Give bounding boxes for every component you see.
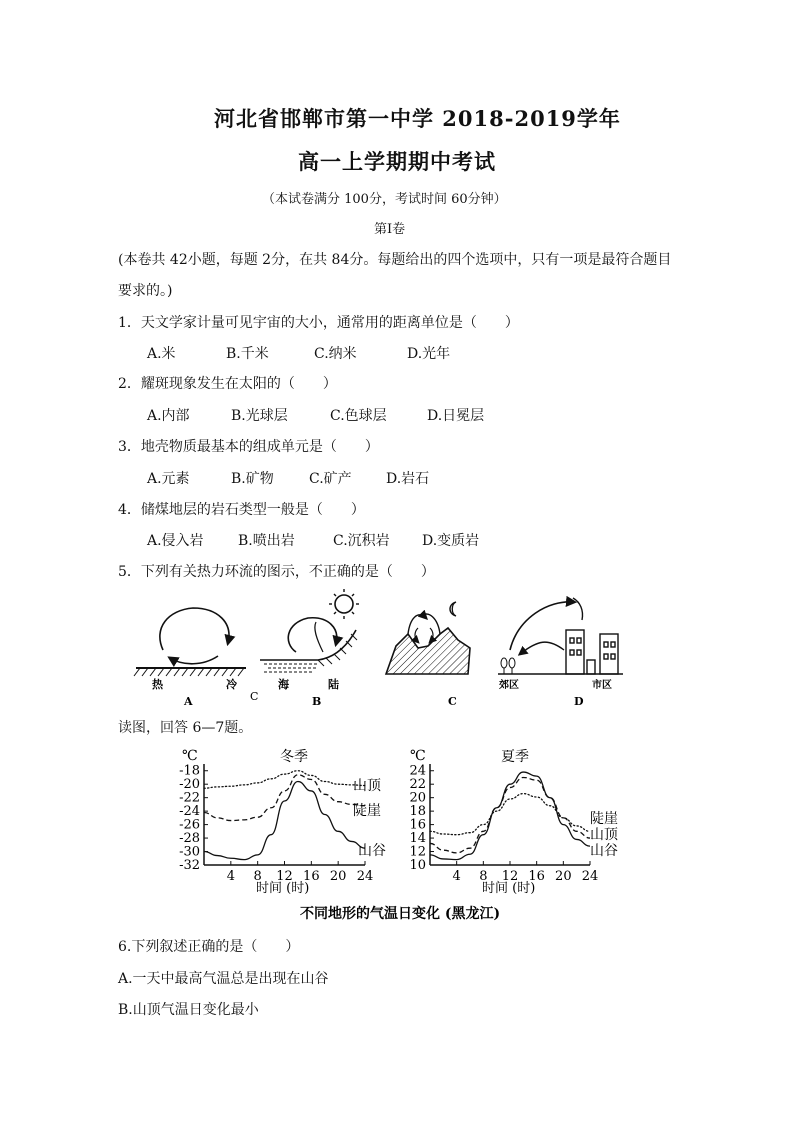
- winter-xtick-label: 4: [226, 869, 235, 884]
- panel-c-letter: C: [448, 695, 457, 708]
- winter-xlabel: 时间 (时): [256, 881, 310, 896]
- winter-series-line: [204, 771, 365, 789]
- summer-series-line: [430, 794, 590, 835]
- summer-ytick-label: 12: [409, 844, 426, 860]
- q4-option-a[interactable]: A.侵入岩: [147, 533, 204, 549]
- winter-xtick-label: 8: [253, 869, 262, 884]
- summer-ytick-label: 18: [409, 804, 426, 820]
- winter-ytick-label: -26: [179, 817, 200, 833]
- chart-caption: 不同地形的气温日变化 (黑龙江): [300, 906, 501, 922]
- summer-xtick-label: 16: [528, 869, 545, 884]
- summer-xtick-label: 20: [555, 869, 572, 884]
- panel-b-letter: B: [312, 695, 322, 708]
- winter-ytick-label: -24: [179, 804, 200, 820]
- panel-d: [498, 598, 623, 708]
- winter-ytick-label: -18: [179, 763, 200, 779]
- panel-d-letter: D: [574, 695, 584, 708]
- thermal-circulation-figure: [118, 588, 638, 713]
- winter-ytick-label: -28: [179, 831, 200, 847]
- summer-label-cliff: 陡崖: [590, 811, 618, 827]
- summer-ytick-label: 24: [409, 763, 426, 779]
- summer-xtick-label: 12: [501, 869, 519, 884]
- winter-ytick-label: -30: [179, 844, 200, 860]
- q6-option-b[interactable]: B.山顶气温日变化最小: [118, 1002, 259, 1018]
- tree-icon: [501, 658, 515, 674]
- panel-b-sea: 海: [278, 678, 289, 691]
- panel-b: [260, 589, 359, 708]
- panel-d-city: 市区: [592, 680, 612, 691]
- question-5-stem: 5．下列有关热力环流的图示，不正确的是（ ）: [118, 564, 435, 580]
- q3-option-b[interactable]: B.矿物: [231, 471, 274, 487]
- q2-option-a[interactable]: A.内部: [147, 408, 190, 424]
- prompt-6-7: 读图，回答 6—7题。: [118, 720, 253, 736]
- sun-icon: [329, 589, 359, 619]
- panel-a-hot: 热: [152, 678, 163, 691]
- q1-option-b[interactable]: B.千米: [226, 346, 269, 362]
- summer-chart: [409, 748, 619, 896]
- winter-title: 冬季: [280, 749, 308, 765]
- panel-d-suburb: 郊区: [499, 680, 519, 691]
- panel-a-cold: 冷: [226, 678, 237, 691]
- winter-xtick-label: 20: [329, 869, 347, 884]
- summer-title: 夏季: [501, 749, 529, 765]
- panel-b-land: 陆: [328, 678, 339, 691]
- panel-a-letter: A: [184, 695, 193, 708]
- q3-option-a[interactable]: A.元素: [147, 471, 190, 487]
- q2-option-d[interactable]: D.日冕层: [427, 408, 485, 424]
- question-3-stem: 3．地壳物质最基本的组成单元是（ ）: [118, 439, 379, 455]
- exam-title-line2: 高一上学期期中考试: [298, 149, 496, 174]
- q1-option-c[interactable]: C.纳米: [314, 346, 357, 362]
- summer-xlabel: 时间 (时): [482, 881, 536, 896]
- summer-unit: ℃: [410, 748, 426, 764]
- summer-ytick-label: 16: [409, 817, 426, 833]
- panel-c: [386, 602, 470, 708]
- summer-label-summit: 山顶: [590, 827, 618, 843]
- winter-ytick-label: -32: [179, 858, 200, 873]
- q2-option-c[interactable]: C.色球层: [330, 408, 387, 424]
- winter-ytick-label: -20: [179, 777, 200, 793]
- question-6-stem: 6.下列叙述正确的是（ ）: [118, 939, 300, 955]
- summer-series-line: [430, 772, 590, 860]
- summer-ytick-label: 22: [409, 777, 426, 793]
- exam-title-line1: 河北省邯郸市第一中学 2018-2019学年: [214, 106, 621, 131]
- question-1-stem: 1．天文学家计量可见宇宙的大小，通常用的距离单位是（ ）: [118, 315, 519, 331]
- q2-option-b[interactable]: B.光球层: [231, 408, 288, 424]
- city-buildings: [566, 630, 618, 674]
- q4-option-b[interactable]: B.喷出岩: [238, 533, 295, 549]
- winter-series-line: [204, 775, 365, 821]
- summer-xtick-label: 8: [479, 869, 488, 884]
- q3-option-d[interactable]: D.岩石: [386, 471, 430, 487]
- summer-series-line: [430, 777, 590, 852]
- temperature-charts: [160, 742, 618, 932]
- winter-xtick-label: 12: [276, 869, 293, 884]
- winter-unit: ℃: [182, 748, 198, 764]
- moon-icon: [450, 602, 456, 616]
- q1-option-a[interactable]: A.米: [147, 346, 176, 362]
- exam-subtitle: （本试卷满分 100分，考试时间 60分钟）: [262, 192, 507, 207]
- winter-chart: [179, 748, 386, 896]
- winter-label-cliff: 陡崖: [353, 803, 381, 819]
- panel-a: [134, 608, 258, 708]
- summer-label-valley: 山谷: [590, 843, 618, 859]
- winter-ytick-label: -22: [179, 790, 200, 806]
- winter-xtick-label: 24: [356, 869, 374, 884]
- winter-label-valley: 山谷: [358, 843, 386, 859]
- q6-option-a[interactable]: A.一天中最高气温总是出现在山谷: [118, 971, 329, 987]
- section-heading: 第Ⅰ卷: [374, 222, 406, 237]
- summer-ytick-label: 20: [409, 790, 426, 806]
- q3-option-c[interactable]: C.矿产: [309, 471, 352, 487]
- q4-option-c[interactable]: C.沉积岩: [333, 533, 390, 549]
- instructions-line2: 要求的。): [118, 283, 173, 299]
- summer-ytick-label: 10: [409, 858, 426, 873]
- winter-xtick-label: 16: [303, 869, 320, 884]
- summer-xtick-label: 4: [452, 869, 461, 884]
- question-2-stem: 2．耀斑现象发生在太阳的（ ）: [118, 376, 337, 392]
- winter-label-summit: 山顶: [353, 778, 381, 794]
- summer-ytick-label: 14: [409, 831, 426, 847]
- q4-option-d[interactable]: D.变质岩: [422, 533, 480, 549]
- panel-a-stray-c: C: [250, 690, 259, 703]
- summer-xtick-label: 24: [581, 869, 599, 884]
- question-4-stem: 4．储煤地层的岩石类型一般是（ ）: [118, 502, 365, 518]
- instructions-line1: (本卷共 42小题，每题 2分，在共 84分。每题给出的四个选项中，只有一项是最符合题目: [118, 252, 672, 268]
- q1-option-d[interactable]: D.光年: [407, 346, 451, 362]
